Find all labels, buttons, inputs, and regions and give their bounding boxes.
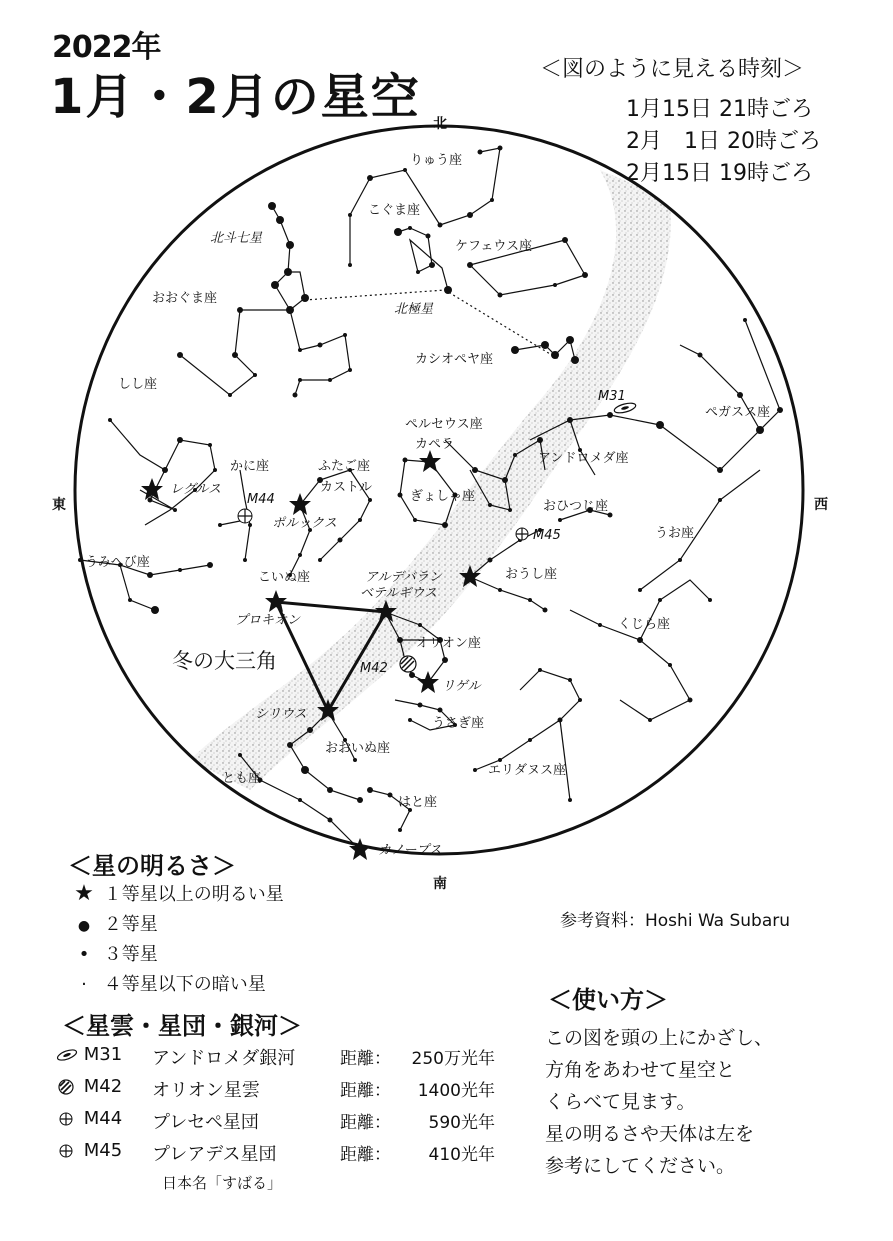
label-winter-triangle: 冬の大三角	[172, 649, 277, 673]
label-aldebaran: アルデバラン	[365, 570, 442, 585]
nebula-row-m45	[56, 1140, 122, 1161]
label-columba: はと座	[398, 795, 438, 810]
brightness-heading: ＜星の明るさ＞	[68, 852, 236, 880]
nebula-row-m42	[56, 1076, 122, 1097]
label-rigel: リゲル	[442, 679, 481, 694]
usage-line: 星の明るさや天体は左を	[545, 1123, 755, 1145]
label-draco: りゅう座	[410, 153, 463, 168]
label-procyon: プロキオン	[235, 613, 301, 628]
legend-row-second-magnitude	[70, 910, 158, 936]
label-big-dipper: 北斗七星	[210, 231, 263, 246]
star-canopus	[349, 838, 371, 860]
time-line-2: 2月 1日 20時ごろ	[626, 129, 821, 154]
usage-line: 参考にしてください。	[545, 1155, 736, 1177]
nebula-distance: 590光年	[428, 1113, 495, 1133]
label-betelgeuse: ベテルギウス	[360, 586, 437, 601]
label-eridanus: エリダヌス座	[488, 763, 567, 778]
label-cepheus: ケフェウス座	[455, 239, 532, 254]
nebula-distance: 250万光年	[411, 1049, 495, 1069]
label-leo: しし座	[118, 377, 158, 392]
nebula-distance-label: 距離：	[340, 1049, 391, 1069]
cluster-icon	[56, 1111, 78, 1127]
nebula-distance: 410光年	[428, 1145, 495, 1165]
legend-label: ４等星以下の暗い星	[103, 974, 266, 995]
usage-text	[545, 1022, 773, 1182]
large-dot-icon: ●	[77, 918, 91, 934]
usage-line: この図を頭の上にかざし、	[545, 1027, 774, 1049]
m42-marker	[400, 656, 416, 672]
nebula-name: プレアデス星団	[152, 1144, 277, 1165]
usage-line: 方角をあわせて星空と	[545, 1059, 736, 1081]
label-regulus: レグルス	[170, 482, 221, 497]
direction-north: 北	[433, 116, 447, 132]
label-capella: カペラ	[415, 437, 455, 452]
label-hydra: うみへび座	[85, 555, 150, 570]
label-castor: カストル	[320, 480, 373, 495]
legend-label: ２等星	[103, 914, 158, 935]
label-sirius: シリウス	[255, 707, 307, 722]
direction-west: 西	[814, 497, 828, 513]
label-ursa-minor: こぐま座	[368, 203, 421, 218]
label-lepus: うさぎ座	[432, 716, 485, 731]
reference-note: 参考資料：Hoshi Wa Subaru	[560, 911, 791, 931]
time-line-3: 2月15日 19時ごろ	[626, 161, 813, 186]
label-canis-major: おおいぬ座	[325, 741, 391, 756]
nebulae-heading: ＜星雲・星団・銀河＞	[62, 1012, 302, 1040]
label-cancer: かに座	[230, 459, 270, 474]
label-polaris: 北極星	[394, 302, 434, 317]
legend-row-fourth-magnitude	[70, 970, 266, 996]
nebula-id: M42	[83, 1076, 123, 1097]
label-andromeda: アンドロメダ座	[538, 451, 629, 466]
nebula-row-m31	[56, 1044, 122, 1065]
label-orion: オリオン座	[416, 636, 481, 651]
star-symbol-icon: ★	[74, 881, 94, 906]
page-title: 1月・2月の星空	[50, 69, 421, 125]
m44-marker	[238, 509, 252, 523]
year-label: 2022年	[52, 30, 161, 65]
nebula-icon	[56, 1079, 78, 1095]
nebula-name: プレセペ星団	[152, 1112, 259, 1133]
label-ursa-major: おおぐま座	[152, 291, 218, 306]
medium-dot-icon: •	[78, 944, 90, 965]
nebula-distance-label: 距離：	[340, 1113, 391, 1133]
label-aries: おひつじ座	[543, 499, 609, 514]
usage-line: くらべて見ます。	[545, 1091, 696, 1113]
nebula-distance: 1400光年	[417, 1081, 495, 1101]
direction-south: 南	[433, 876, 447, 892]
time-line-1: 1月15日 21時ごろ	[626, 97, 813, 122]
times-heading: ＜図のように見える時刻＞	[540, 57, 805, 82]
nebula-distance-label: 距離：	[340, 1081, 391, 1101]
nebula-row-m44	[56, 1108, 122, 1129]
label-puppis: とも座	[222, 771, 262, 786]
nebula-name: オリオン星雲	[152, 1080, 260, 1101]
m45-marker	[516, 528, 528, 540]
label-pollux: ポルックス	[272, 516, 337, 531]
star-rigel	[417, 671, 439, 693]
nebula-name: アンドロメダ銀河	[152, 1048, 296, 1069]
legend-row-third-magnitude	[70, 940, 158, 966]
legend-label: ３等星	[103, 944, 158, 965]
label-taurus: おうし座	[505, 567, 558, 582]
label-pegasus: ペガスス座	[705, 405, 771, 420]
label-canopus: カノープス	[378, 843, 442, 858]
legend-label: １等星以上の明るい星	[103, 884, 284, 905]
label-canis-minor: こいぬ座	[258, 570, 311, 585]
cluster-icon	[56, 1143, 78, 1159]
label-cetus: くじら座	[618, 617, 671, 632]
label-m42: M42	[360, 661, 388, 676]
label-pisces: うお座	[655, 526, 695, 541]
label-m31: M31	[598, 389, 626, 404]
nebula-id: M45	[83, 1140, 123, 1161]
small-dot-icon: ·	[81, 974, 87, 995]
label-gemini: ふたご座	[318, 459, 371, 474]
galaxy-icon	[56, 1048, 78, 1062]
nebula-id: M31	[83, 1044, 123, 1065]
star-procyon	[265, 590, 287, 612]
direction-east: 東	[52, 497, 66, 513]
polaris-guide-line	[305, 290, 560, 360]
label-m44: M44	[247, 492, 275, 507]
label-auriga: ぎょしゃ座	[410, 489, 476, 504]
pleiades-japanese-name: 日本名「すばる」	[162, 1174, 283, 1192]
label-cassiopeia: カシオペヤ座	[415, 352, 494, 367]
legend-row-first-magnitude	[70, 880, 284, 906]
label-perseus: ペルセウス座	[405, 417, 483, 432]
nebula-distance-label: 距離：	[340, 1145, 391, 1165]
usage-heading: ＜使い方＞	[548, 986, 668, 1014]
label-m45: M45	[533, 528, 561, 543]
nebula-id: M44	[83, 1108, 123, 1129]
